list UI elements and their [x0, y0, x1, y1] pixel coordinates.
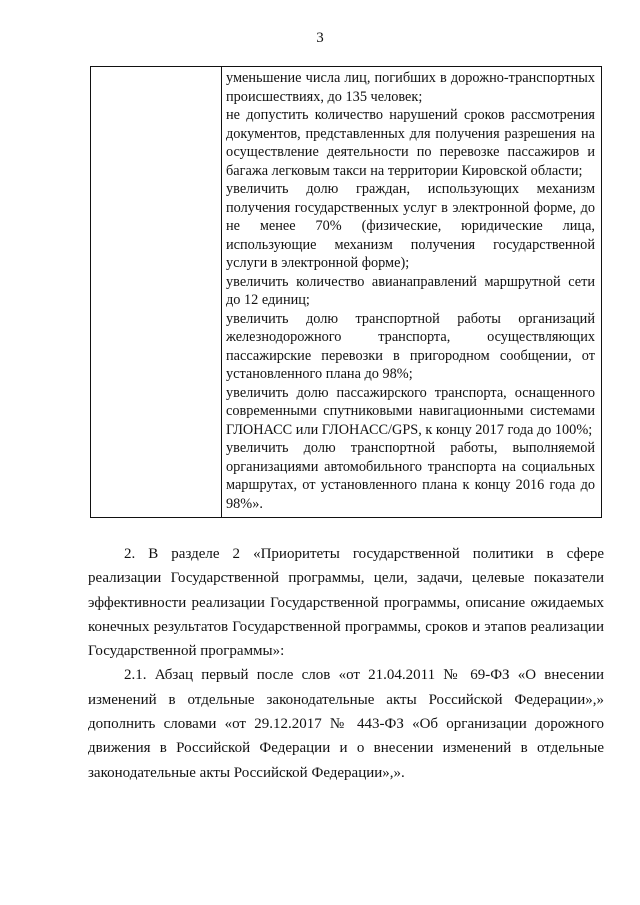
table-item: увеличить долю транспортной работы, выполняемой организациями автомобильного транспорта на социальных маршрутах, от установленного плана к концу 2016 года до 98%». — [226, 440, 595, 512]
body-text — [88, 542, 604, 785]
table-item: увеличить долю транспортной работы организаций железнодорожного транспорта, осуществляющих пассажирские перевозки в пригородном сообщении, от установленного плана до 98%; — [226, 310, 595, 382]
table-cell-text — [226, 69, 595, 513]
paragraph-section-2: 2. В разделе 2 «Приоритеты государственной политики в сфере реализации Государственной программы, цели, задачи, целевые показатели эффективности реализации Государственной программы, описание ожидаемых конечных результатов Государственной программы, сроков и этапов реализации Государственной программы»: — [88, 546, 604, 660]
table-item: уменьшение числа лиц, погибших в дорожно-транспортных происшествиях, до 135 человек; — [226, 70, 595, 105]
table-item: увеличить количество авианаправлений маршрутной сети до 12 единиц; — [226, 273, 595, 308]
page-number: 3 — [316, 30, 324, 46]
table-item: увеличить долю пассажирского транспорта, оснащенного современными спутниковыми навигационными системами ГЛОНАСС или ГЛОНАСС/GPS, к концу 2017 года до 100%; — [226, 384, 595, 438]
table-column-divider — [221, 67, 222, 517]
table-item: не допустить количество нарушений сроков рассмотрения документов, представленных для получения разрешения на осуществление деятельности по перевозке пассажиров и багажа легковым такси на территории Кировской области; — [226, 107, 595, 179]
paragraph-section-2-1: 2.1. Абзац первый после слов «от 21.04.2011 № 69-ФЗ «О внесении изменений в отдельные законодательные акты Российской Федерации»,» дополнить словами «от 29.12.2017 № 443-ФЗ «Об организации дорожного движения в Российской Федерации и о внесении изменений в отдельные законодательные акты Российской Федерации»,». — [88, 667, 604, 781]
continuation-table — [90, 66, 602, 518]
table-item: увеличить долю граждан, использующих механизм получения государственных услуг в электронной форме, до не менее 70% (физические, юридические лица, использующие механизм получения государственной услуги в электронной форме); — [226, 181, 595, 271]
